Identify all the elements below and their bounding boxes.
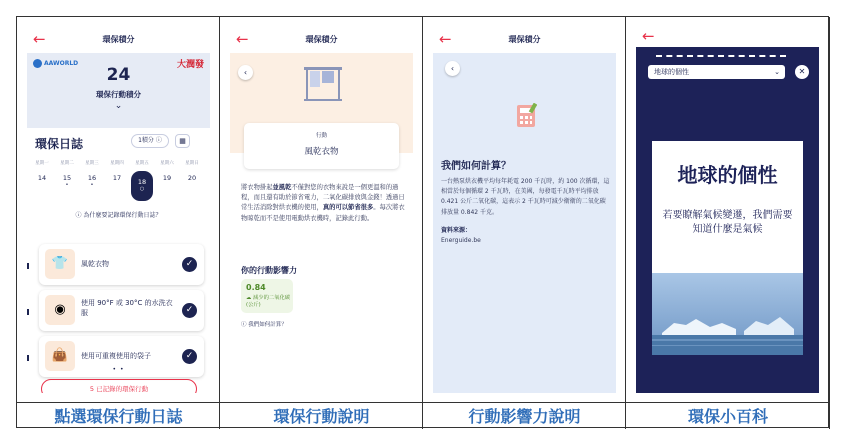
action-description: 將衣物掛起並風乾不僅對您的衣物來說是一個更溫和的過程，而且還有助於節省電力，二氧化碳排放與金錢！透過日常生活消除對烘衣機的使用，真的可以節省很多。每次將衣物晾乾而不是使用電動烘衣機時，記錄此行動。 xyxy=(241,184,405,222)
day-item[interactable]: 星期日 20 xyxy=(185,161,199,182)
top-bar xyxy=(27,27,210,53)
screen-diary xyxy=(27,27,210,393)
screen-title: 環保積分 xyxy=(305,35,338,44)
how-calculate-link[interactable]: ⓘ 我們如何計算？ xyxy=(241,322,287,328)
diary-title: 環保日誌 xyxy=(35,137,84,151)
progress-dashes xyxy=(656,55,786,57)
check-icon[interactable]: ✓ xyxy=(182,303,197,318)
score-header xyxy=(27,53,210,128)
brand-logo-left: AAWORLD xyxy=(33,59,78,68)
explain-panel xyxy=(433,53,616,393)
week-points-pill[interactable]: 1積分 ⓘ xyxy=(131,134,169,148)
encyclopedia-subtitle: 若要瞭解氣候變遷，我們需要知道什麼是氣候 xyxy=(662,210,793,235)
recorded-actions-button[interactable]: 5 已記錄的環保行動 xyxy=(41,379,197,393)
calc-heading: 我們如何計算？ xyxy=(441,161,511,172)
screen-impact-explain xyxy=(433,27,616,393)
caption: 行動影響力說明 xyxy=(468,407,581,426)
column-diary xyxy=(17,17,220,429)
why-record-link[interactable]: ⓘ 為什麼要記錄環保行動日誌？ xyxy=(75,212,162,219)
clothes-rack-icon xyxy=(300,63,346,103)
carousel-handle xyxy=(27,309,29,315)
clothes-rack-icon: 👕 xyxy=(45,249,75,279)
action-title-card xyxy=(244,123,399,169)
column-action-detail xyxy=(220,17,423,429)
help-icon: ⓘ xyxy=(241,322,247,328)
carousel-handle xyxy=(27,355,29,361)
arrow-left-icon[interactable]: ← xyxy=(236,30,249,48)
caption-row xyxy=(17,402,828,429)
action-card[interactable]: 👜 使用可重複使用的袋子 ✓ xyxy=(39,336,204,377)
caption: 環保行動說明 xyxy=(273,407,370,426)
day-item-selected[interactable]: 星期五 xyxy=(135,161,149,166)
impact-unit: ☁ 減少的二氧化碳 (公斤) xyxy=(246,295,291,308)
carousel-handle xyxy=(27,263,29,269)
calculator-icon xyxy=(515,103,537,129)
check-icon[interactable]: ✓ xyxy=(182,349,197,364)
arrow-left-icon[interactable]: ← xyxy=(33,30,46,48)
cloud-icon: ☁ xyxy=(246,295,252,301)
action-kicker: 行動 xyxy=(315,133,327,139)
screen-title: 環保積分 xyxy=(102,35,135,44)
chevron-down-icon[interactable]: ⌄ xyxy=(114,101,123,111)
column-impact-explain xyxy=(423,17,626,429)
score-value: 24 xyxy=(106,65,131,85)
chevron-down-icon: ⌄ xyxy=(774,68,780,76)
info-icon: ⓘ xyxy=(155,137,162,144)
action-card[interactable]: ◉ 使用 90°F 或 30°C 的水洗衣服 ✓ xyxy=(39,290,204,331)
score-label: 環保行動積分 xyxy=(96,90,141,99)
check-icon[interactable]: ✓ xyxy=(182,257,197,272)
brand-logo-right: 大潤發 xyxy=(176,60,204,70)
selected-day-badge[interactable]: 18 ○ xyxy=(131,171,153,201)
top-bar xyxy=(636,27,819,47)
impact-value: 0.84 xyxy=(246,283,266,292)
day-item[interactable]: 星期四 17 xyxy=(110,161,124,182)
encyclopedia-card xyxy=(652,141,803,355)
source-value: Energuide.be xyxy=(441,237,481,244)
caption: 點選環保行動日誌 xyxy=(54,407,183,426)
washing-machine-icon: ◉ xyxy=(45,295,75,325)
top-bar xyxy=(433,27,616,53)
top-bar xyxy=(230,27,413,53)
topic-select[interactable]: 地球的個性 ⌄ xyxy=(648,65,785,79)
close-icon[interactable]: ✕ xyxy=(795,65,809,79)
iceberg-image xyxy=(652,273,803,355)
action-card[interactable]: 👕 風乾衣物 ✓ xyxy=(39,244,204,285)
arrow-left-icon[interactable]: ← xyxy=(439,30,452,48)
help-icon: ⓘ xyxy=(75,212,82,219)
screen-title: 環保積分 xyxy=(508,35,541,44)
day-item[interactable]: 星期六 19 xyxy=(160,161,174,182)
impact-box xyxy=(241,279,293,313)
reusable-bag-icon: 👜 xyxy=(45,341,75,371)
arrow-left-icon[interactable]: ← xyxy=(642,27,655,45)
day-item[interactable]: 星期一 14 xyxy=(35,161,49,182)
source-label: 資料來源： xyxy=(441,227,472,234)
chevron-left-icon[interactable]: ‹ xyxy=(445,61,460,76)
storyboard xyxy=(16,16,829,428)
impact-title: 你的行動影響力 xyxy=(241,266,297,275)
week-day-picker xyxy=(31,160,206,200)
day-item[interactable]: 星期三 16 • xyxy=(85,161,99,188)
day-item[interactable]: 星期二 15 • xyxy=(60,161,74,188)
encyclopedia-title: 地球的個性 xyxy=(677,163,778,187)
caption: 環保小百科 xyxy=(687,407,768,426)
calc-description: 一台熱泵烘衣機平均每年耗電 200 千瓦時，約 100 次循環，這相當於每個循環 2 千瓦時，在美國，每發電千瓦時平均排放 0.421 公斤二氧化碳，這表示 2 千瓦時可減少衛衛的二氧化碳排放量 0.842 千克。 xyxy=(441,178,610,216)
screen-encyclopedia xyxy=(636,27,819,393)
page-indicator: • • xyxy=(112,366,125,373)
calendar-icon[interactable]: ▦ xyxy=(175,134,190,148)
screen-action-detail xyxy=(230,27,413,393)
action-title: 風乾衣物 xyxy=(304,147,339,157)
column-encyclopedia xyxy=(626,17,830,429)
chevron-left-icon[interactable]: ‹ xyxy=(238,65,253,80)
